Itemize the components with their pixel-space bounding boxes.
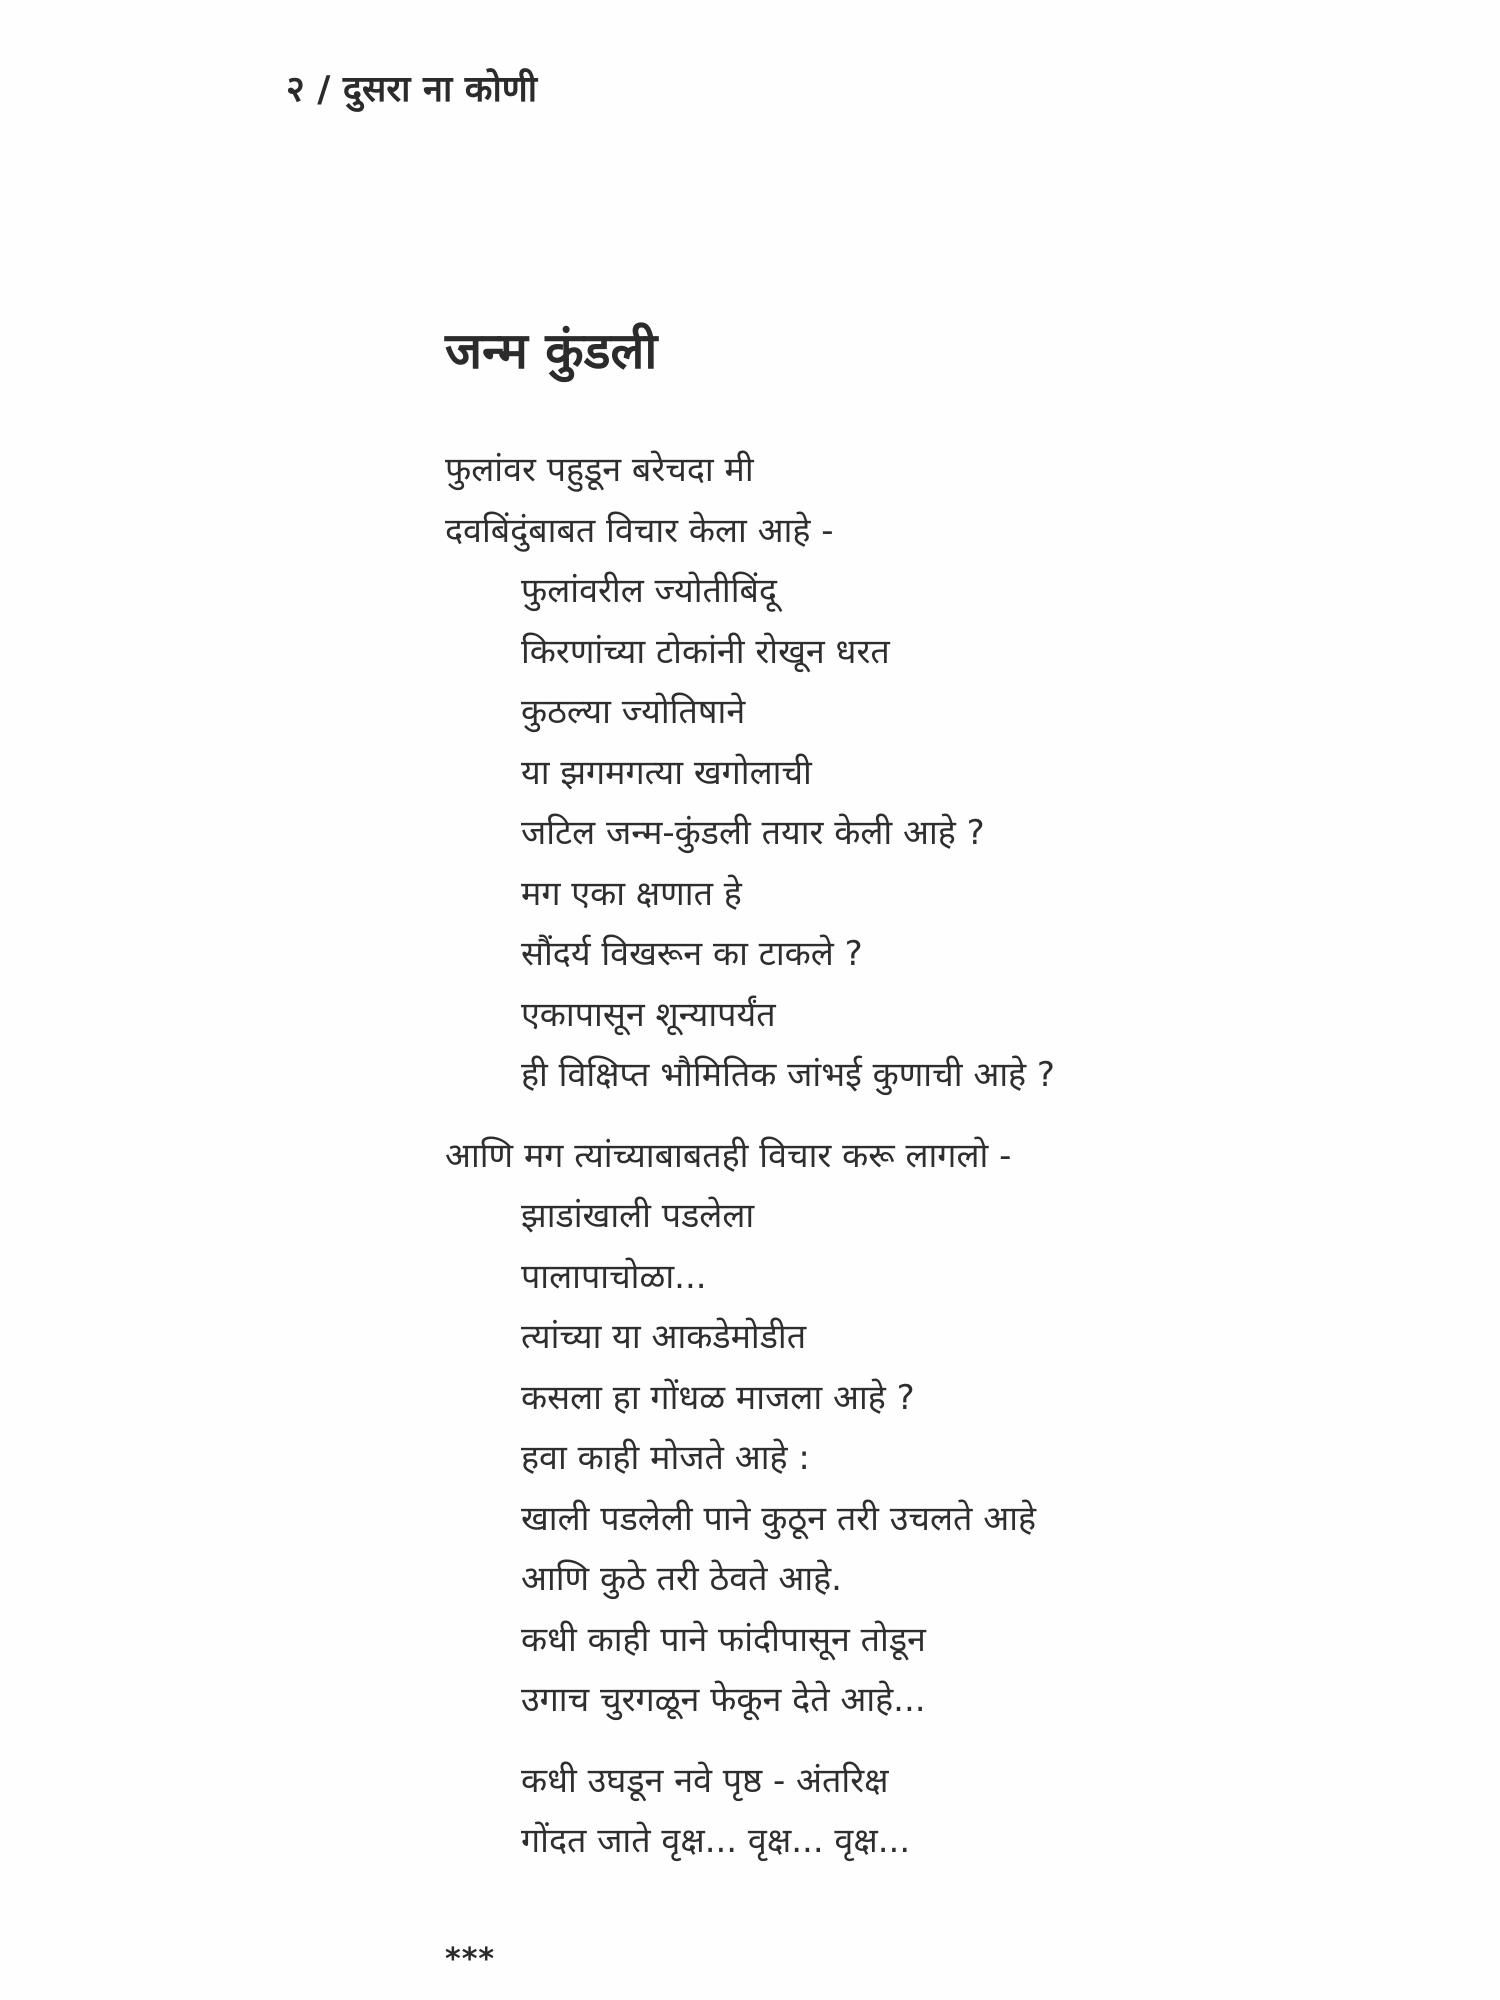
poem-line: उगाच चुरगळून फेकून देते आहे... [521, 1680, 926, 1720]
poem-stanza [445, 440, 1445, 1106]
poem-stanza [445, 1126, 1445, 1731]
poem-line: कसला हा गोंधळ माजला आहे ? [521, 1377, 915, 1418]
end-mark: *** [445, 1942, 496, 1977]
poem-line: त्यांच्या या आकडेमोडीत [521, 1317, 807, 1357]
poem-title: जन्म कुंडली [445, 322, 658, 380]
poem-line: ही विक्षिप्त भौमितिक जांभई कुणाची आहे ? [521, 1055, 1055, 1095]
poem-line: कधी काही पाने फांदीपासून तोडून [521, 1619, 926, 1660]
poem-line: खाली पडलेली पाने कुठून तरी उचलते आहे [521, 1498, 1037, 1539]
poem-line: एकापासून शून्यापर्यंत [521, 994, 776, 1035]
poem-line: फुलांवरील ज्योतीबिंदू [521, 571, 777, 611]
poem-line: दवबिंदुंबाबत विचार केला आहे - [445, 510, 834, 551]
poem-stanza [445, 1751, 1445, 1872]
poem-line: कुठल्या ज्योतिषाने [521, 692, 746, 732]
running-head: २ / दुसरा ना कोणी [286, 69, 538, 110]
poem-line: या झगमगत्या खगोलाची [521, 752, 812, 793]
poem-line: गोंदत जाते वृक्ष... वृक्ष... वृक्ष... [521, 1821, 911, 1861]
poem-line: फुलांवर पहुडून बरेचदा मी [445, 450, 754, 490]
poem-line: सौंदर्य विखरून का टाकले ? [521, 934, 863, 974]
poem-line: पालापाचोळा... [521, 1256, 707, 1297]
poem-line: किरणांच्या टोकांनी रोखून धरत [521, 631, 890, 672]
poem-line: झाडांखाली पडलेला [521, 1196, 755, 1236]
poem-line: आणि मग त्यांच्याबाबतही विचार करू लागलो - [445, 1135, 1012, 1176]
poem-line: मग एका क्षणात हे [521, 873, 742, 914]
poem-line: आणि कुठे तरी ठेवते आहे. [521, 1559, 842, 1599]
poem-line: कधी उघडून नवे पृष्ठ - अंतरिक्ष [521, 1760, 889, 1801]
poem-body [445, 440, 1445, 1872]
poem-line: हवा काही मोजते आहे : [521, 1438, 810, 1478]
poem-line: जटिल जन्म-कुंडली तयार केली आहे ? [521, 813, 985, 853]
